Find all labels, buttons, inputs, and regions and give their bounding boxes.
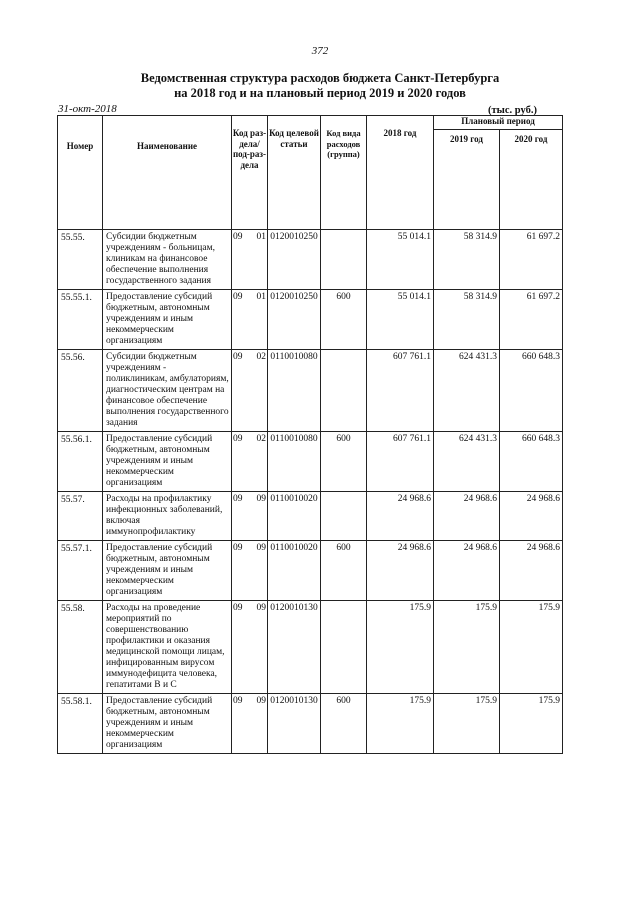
header-planned: Плановый период [434,116,563,130]
row-expense-code [321,230,367,290]
row-value-2018: 175.9 [367,694,434,754]
row-value-2018: 607 761.1 [367,350,434,432]
table-row [58,432,563,492]
row-section [232,432,268,492]
document-title [0,71,640,101]
row-section [232,350,268,432]
row-expense-code [321,601,367,694]
row-subsection-code: 01 [256,232,266,242]
row-value-2020: 24 968.6 [500,492,563,541]
table-row [58,601,563,694]
row-value-2019: 624 431.3 [434,350,500,432]
row-target-code: 0120010130 [268,694,321,754]
row-expense-code: 600 [321,290,367,350]
row-section [232,601,268,694]
header-section: Код раз-дела/ под-раз-дела [232,116,268,230]
row-section-code: 09 [233,292,243,302]
table-row [58,694,563,754]
row-name: Расходы на проведение мероприятий по совершенствованию профилактики и оказания медицинской помощи лицам, инфицированным вирусом иммунодефицита человека, гепатитами В и С [103,601,232,694]
row-value-2020: 175.9 [500,601,563,694]
row-value-2020: 175.9 [500,694,563,754]
header-target: Код целевой статьи [268,116,321,230]
row-number: 55.55.1. [58,290,103,350]
title-line-1: Ведомственная структура расходов бюджета Санкт-Петербурга [140,71,500,85]
row-value-2020: 24 968.6 [500,541,563,601]
row-target-code: 0120010130 [268,601,321,694]
header-name: Наименование [103,116,232,230]
row-section [232,694,268,754]
row-value-2018: 607 761.1 [367,432,434,492]
row-name: Субсидии бюджетным учреждениям - поликлиникам, амбулаториям, диагностическим центрам на финансовое обеспечение выполнения государственного задания [103,350,232,432]
row-number: 55.56. [58,350,103,432]
header-expense: Код вида расходов (группа) [321,116,367,230]
row-number: 55.55. [58,230,103,290]
row-value-2019: 175.9 [434,601,500,694]
row-value-2019: 175.9 [434,694,500,754]
row-name: Расходы на профилактику инфекционных заболеваний, включая иммунопрофилактику [103,492,232,541]
row-section-code: 09 [233,696,243,706]
row-subsection-code: 09 [256,696,266,706]
row-section-code: 09 [233,434,243,444]
row-number: 55.58.1. [58,694,103,754]
report-date: 31-окт-2018 [58,103,117,115]
row-subsection-code: 09 [256,603,266,613]
row-target-code: 0120010250 [268,290,321,350]
row-subsection-code: 09 [256,543,266,553]
row-target-code: 0110010020 [268,492,321,541]
row-target-code: 0120010250 [268,230,321,290]
row-target-code: 0110010020 [268,541,321,601]
row-number: 55.57. [58,492,103,541]
header-2018: 2018 год [367,116,434,230]
row-subsection-code: 09 [256,494,266,504]
row-subsection-code: 02 [256,434,266,444]
row-section [232,492,268,541]
row-value-2019: 58 314.9 [434,290,500,350]
units-label: (тыс. руб.) [488,105,537,116]
table-row [58,492,563,541]
row-section-code: 09 [233,232,243,242]
row-expense-code: 600 [321,694,367,754]
row-section [232,290,268,350]
row-value-2018: 55 014.1 [367,290,434,350]
row-section-code: 09 [233,494,243,504]
row-section-code: 09 [233,352,243,362]
header-2020: 2020 год [500,130,563,230]
row-target-code: 0110010080 [268,350,321,432]
table-row [58,230,563,290]
row-value-2018: 24 968.6 [367,541,434,601]
row-value-2019: 24 968.6 [434,541,500,601]
table-body [58,230,563,754]
row-name: Предоставление субсидий бюджетным, автономным учреждениям и иным некоммерческим организациям [103,541,232,601]
row-expense-code: 600 [321,541,367,601]
row-value-2020: 61 697.2 [500,290,563,350]
row-section-code: 09 [233,603,243,613]
row-number: 55.57.1. [58,541,103,601]
row-name: Предоставление субсидий бюджетным, автономным учреждениям и иным некоммерческим организациям [103,694,232,754]
table-row [58,350,563,432]
row-value-2019: 58 314.9 [434,230,500,290]
row-value-2020: 660 648.3 [500,432,563,492]
row-expense-code [321,350,367,432]
row-number: 55.58. [58,601,103,694]
row-target-code: 0110010080 [268,432,321,492]
row-value-2018: 55 014.1 [367,230,434,290]
row-section [232,230,268,290]
row-expense-code [321,492,367,541]
row-number: 55.56.1. [58,432,103,492]
row-value-2018: 24 968.6 [367,492,434,541]
row-section [232,541,268,601]
table-row [58,290,563,350]
row-section-code: 09 [233,543,243,553]
row-value-2019: 24 968.6 [434,492,500,541]
row-value-2018: 175.9 [367,601,434,694]
row-name: Предоставление субсидий бюджетным, автономным учреждениям и иным некоммерческим организациям [103,290,232,350]
row-subsection-code: 02 [256,352,266,362]
table-row [58,541,563,601]
row-name: Субсидии бюджетным учреждениям - больницам, клиникам на финансовое обеспечение выполнения государственного задания [103,230,232,290]
table-header [58,116,563,230]
header-2019: 2019 год [434,130,500,230]
row-expense-code: 600 [321,432,367,492]
row-value-2019: 624 431.3 [434,432,500,492]
row-subsection-code: 01 [256,292,266,302]
row-name: Предоставление субсидий бюджетным, автономным учреждениям и иным некоммерческим организациям [103,432,232,492]
title-line-2: на 2018 год и на плановый период 2019 и 2020 годов [174,86,466,100]
row-value-2020: 61 697.2 [500,230,563,290]
budget-table [57,115,563,754]
page-number: 372 [311,45,329,57]
row-value-2020: 660 648.3 [500,350,563,432]
header-number: Номер [58,116,103,230]
